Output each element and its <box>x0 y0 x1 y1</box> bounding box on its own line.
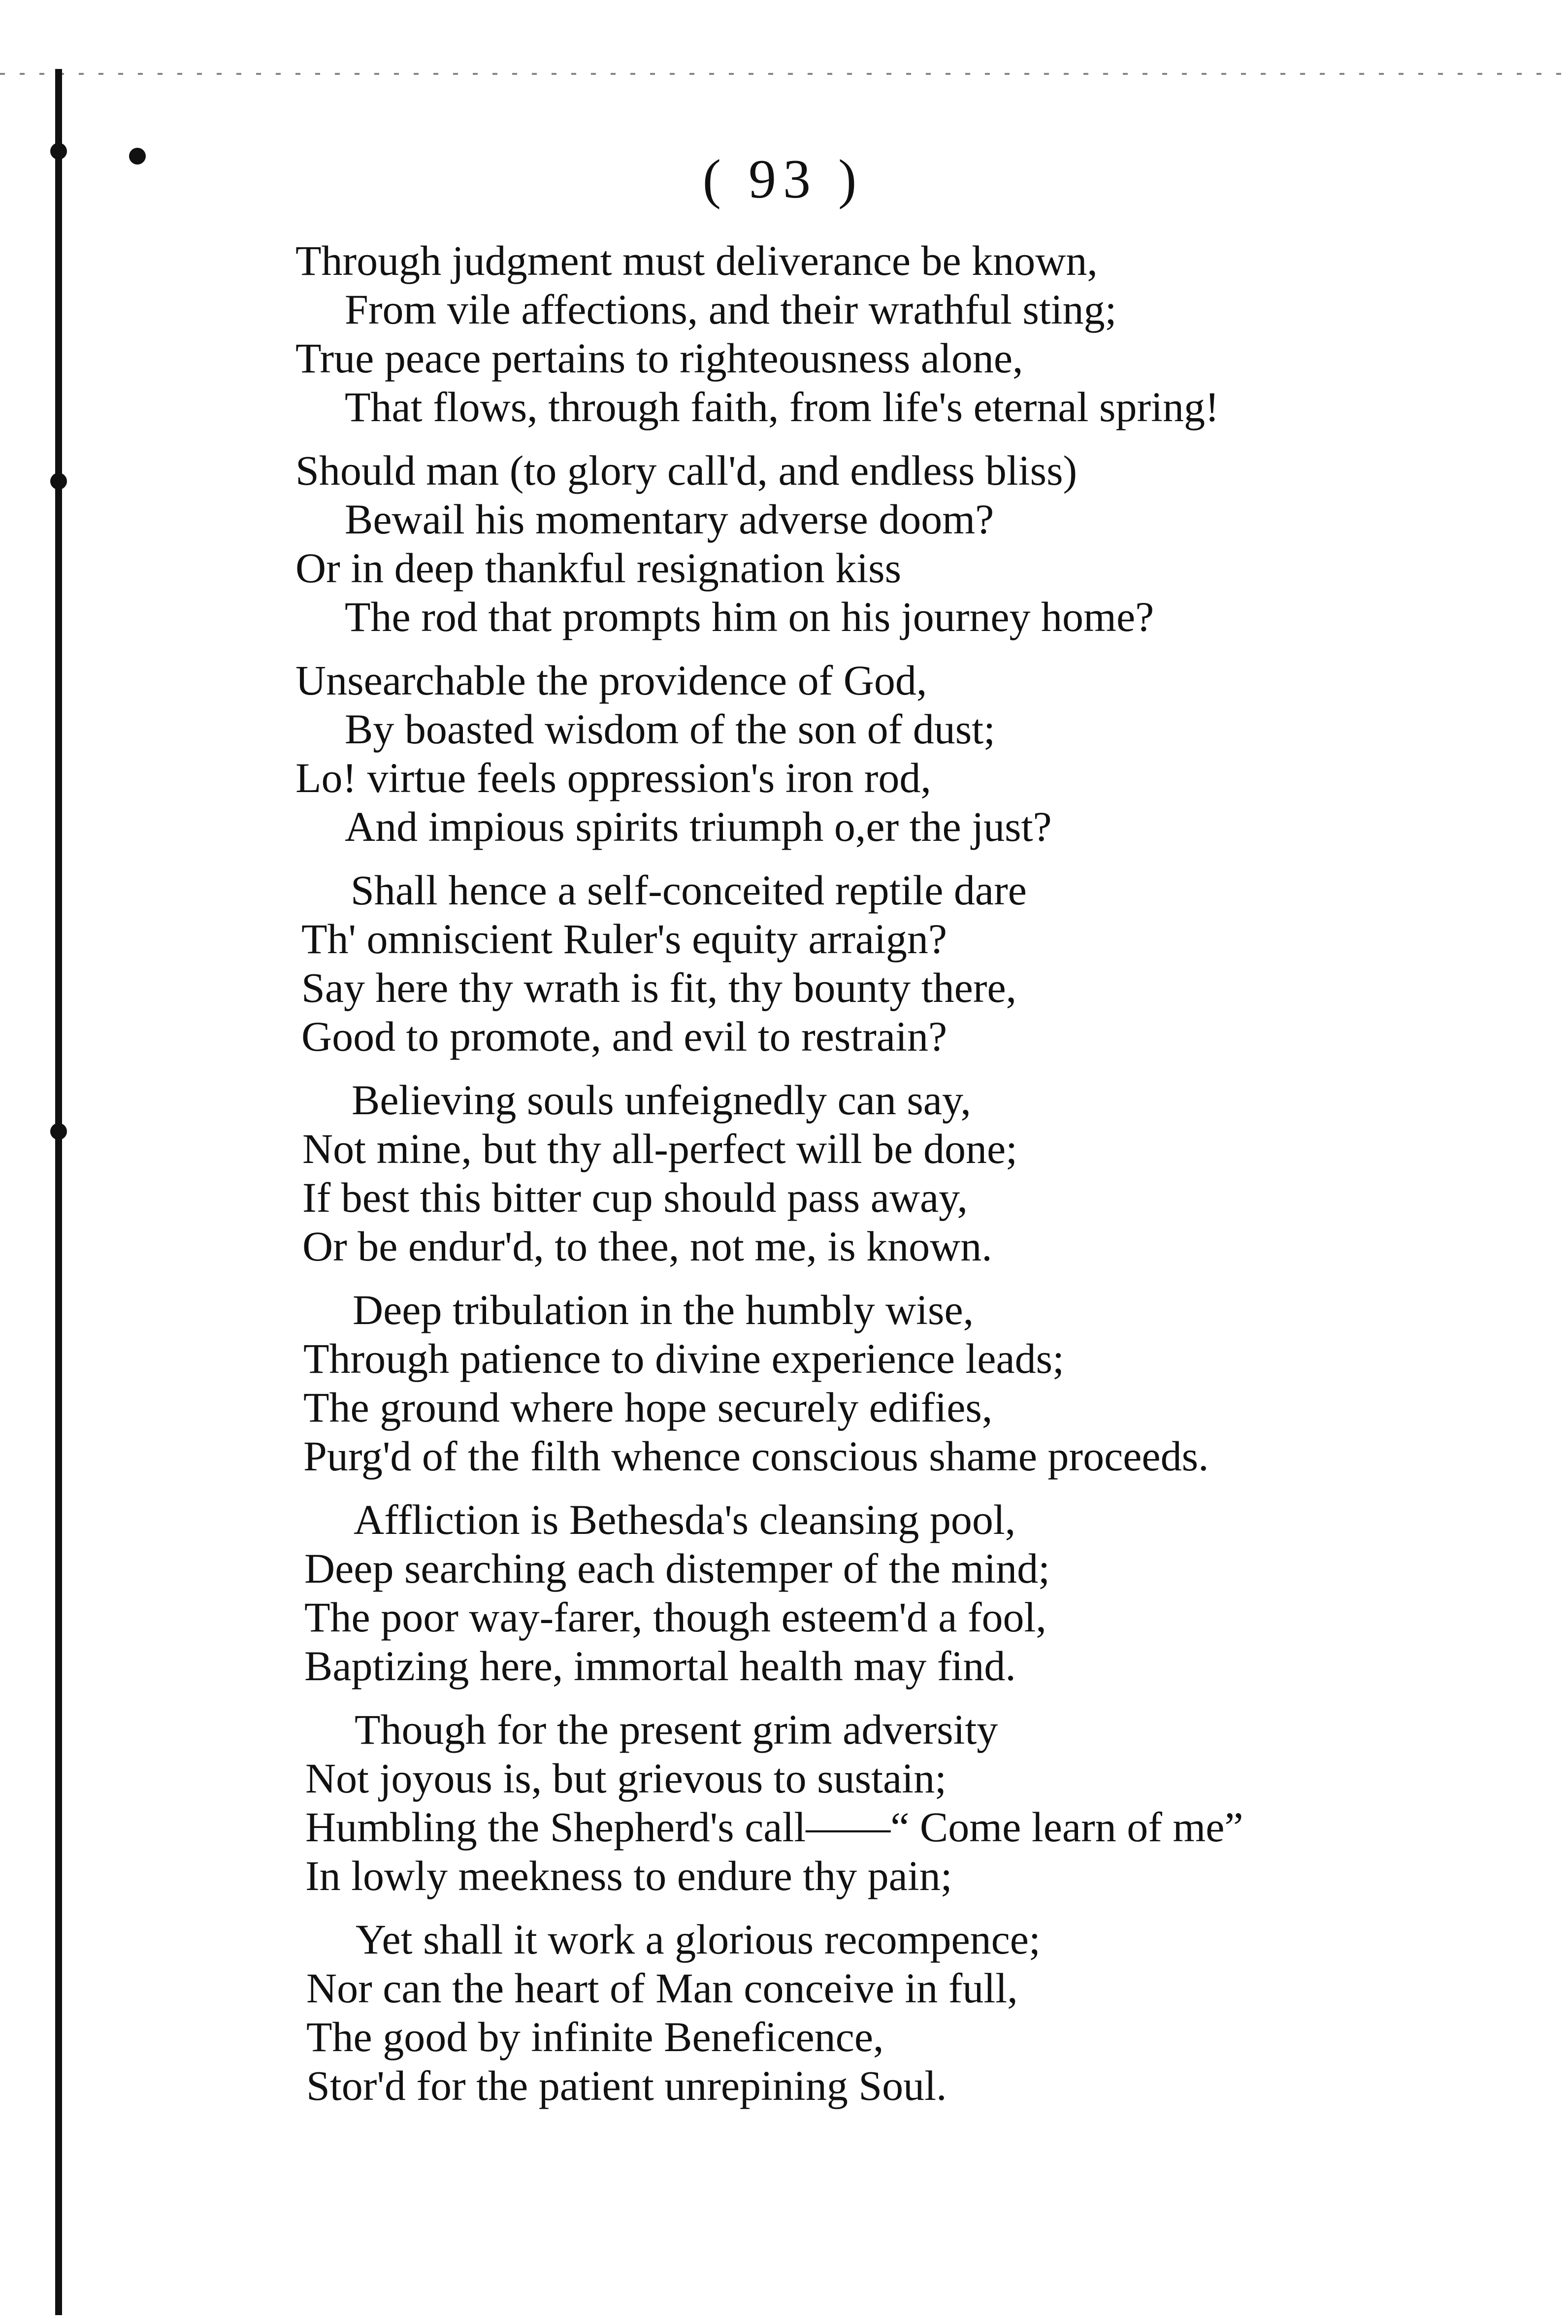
binding-dot <box>50 473 67 490</box>
verse-line: The rod that prompts him on his journey home? <box>345 593 1154 640</box>
binding-dot <box>50 1123 67 1140</box>
verse-line: Yet shall it work a glorious recompence; <box>356 1916 1041 1963</box>
verse-line: Through judgment must deliverance be known, <box>295 237 1098 284</box>
binding-dot <box>129 148 146 165</box>
verse-line: True peace pertains to righteousness alone, <box>295 334 1023 382</box>
verse-line: Through patience to divine experience leads; <box>303 1335 1064 1382</box>
verse-line: Or be endur'd, to thee, not me, is known. <box>302 1223 992 1270</box>
verse-line: Not joyous is, but grievous to sustain; <box>305 1755 947 1802</box>
stanza <box>302 1076 1477 1271</box>
verse-line: The poor way-farer, though esteem'd a fool, <box>304 1594 1046 1641</box>
verse-line: The good by infinite Beneficence, <box>306 2013 884 2060</box>
stanza <box>295 236 1477 432</box>
verse-line: By boasted wisdom of the son of dust; <box>345 705 995 753</box>
page-top-edge <box>0 73 1568 75</box>
verse-line: Or in deep thankful resignation kiss <box>295 544 902 592</box>
stanza <box>303 1286 1477 1481</box>
verse-line: Unsearchable the providence of God, <box>295 657 927 704</box>
verse-line: If best this bitter cup should pass away, <box>302 1174 968 1221</box>
verse-line: Though for the present grim adversity <box>355 1706 998 1753</box>
stanza <box>305 1705 1477 1900</box>
verse-line: From vile affections, and their wrathful sting; <box>345 286 1117 333</box>
verse-line: Lo! virtue feels oppression's iron rod, <box>295 754 931 801</box>
verse-line: Humbling the Shepherd's call——“ Come learn of me” <box>305 1803 1243 1851</box>
verse-line: Purg'd of the filth whence conscious shame proceeds. <box>303 1432 1209 1480</box>
stanza <box>304 1495 1477 1691</box>
verse-line: Say here thy wrath is fit, thy bounty there, <box>301 964 1017 1011</box>
binding-rule <box>55 69 62 2315</box>
verse-line: Bewail his momentary adverse doom? <box>345 496 994 543</box>
stanza <box>301 866 1477 1061</box>
verse-line: Not mine, but thy all-perfect will be done; <box>302 1125 1018 1172</box>
stanza <box>295 656 1477 851</box>
verse-line: Affliction is Bethesda's cleansing pool, <box>354 1496 1016 1543</box>
verse-line: Good to promote, and evil to restrain? <box>301 1013 947 1060</box>
verse-line: Baptizing here, immortal health may find. <box>304 1642 1016 1690</box>
verse-line: And impious spirits triumph o,er the just? <box>345 803 1052 850</box>
verse-line: The ground where hope securely edifies, <box>303 1384 993 1431</box>
verse-line: Shall hence a self-conceited reptile dare <box>351 866 1027 914</box>
stanza <box>295 446 1477 641</box>
verse-line: Deep searching each distemper of the mind; <box>304 1545 1050 1592</box>
verse-line: Th' omniscient Ruler's equity arraign? <box>301 915 947 963</box>
verse-line: Nor can the heart of Man conceive in full, <box>306 1964 1018 2012</box>
verse-line: Should man (to glory call'd, and endless bliss) <box>295 447 1078 494</box>
stanza <box>306 1915 1477 2110</box>
verse-line: In lowly meekness to endure thy pain; <box>305 1852 952 1899</box>
binding-dot <box>50 143 67 160</box>
verse-line: That flows, through faith, from life's eternal spring! <box>345 383 1219 431</box>
poem-body <box>295 236 1477 2125</box>
verse-line: Deep tribulation in the humbly wise, <box>353 1286 974 1333</box>
page-number: ( 93 ) <box>702 149 864 210</box>
verse-line: Believing souls unfeignedly can say, <box>352 1076 971 1124</box>
verse-line: Stor'd for the patient unrepining Soul. <box>306 2062 947 2109</box>
